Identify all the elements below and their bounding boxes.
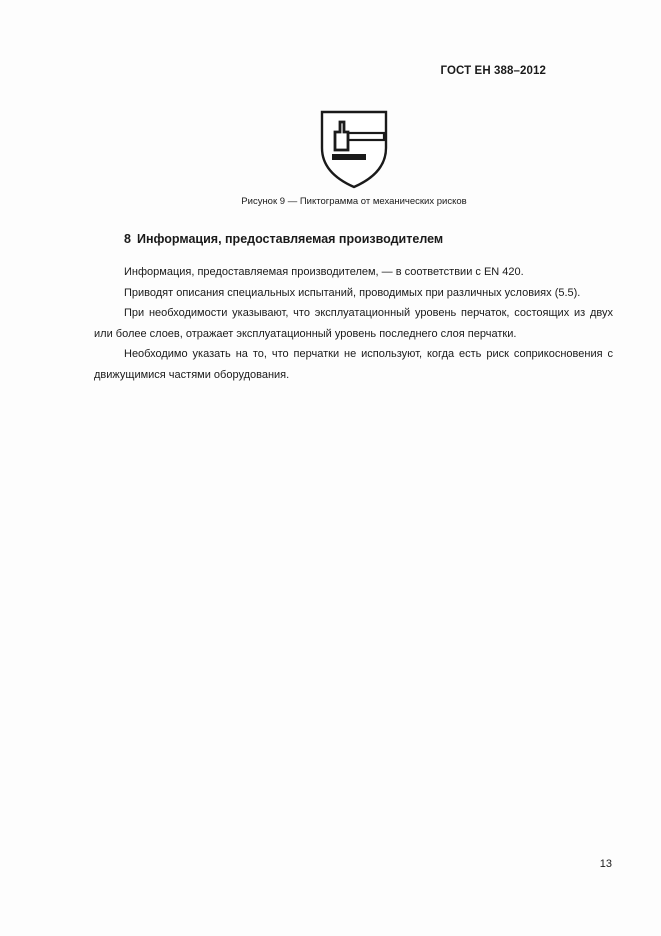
mechanical-risk-pictogram-icon	[318, 110, 390, 190]
section-heading	[124, 232, 443, 246]
paragraph: Необходимо указать на то, что перчатки не используют, когда есть риск соприкосновения с движущимися частями оборудования.	[94, 348, 613, 381]
figure-caption: Рисунок 9 — Пиктограмма от механических рисков	[241, 196, 467, 207]
section-title: Информация, предоставляемая производителем	[136, 232, 444, 246]
document-code: ГОСТ ЕН 388–2012	[440, 65, 546, 77]
paragraph: При необходимости указывают, что эксплуатационный уровень перчаток, состоящих из двух или более слоев, отражает эксплуатационный уровень последнего слоя перчатки.	[94, 307, 613, 340]
page-number: 13	[599, 858, 612, 870]
section-body	[94, 262, 613, 386]
paragraph: Информация, предоставляемая производителем, — в соответствии с EN 420.	[124, 266, 524, 278]
section-number: 8	[124, 232, 131, 246]
paragraph: Приводят описания специальных испытаний, проводимых при различных условиях (5.5).	[124, 286, 581, 299]
